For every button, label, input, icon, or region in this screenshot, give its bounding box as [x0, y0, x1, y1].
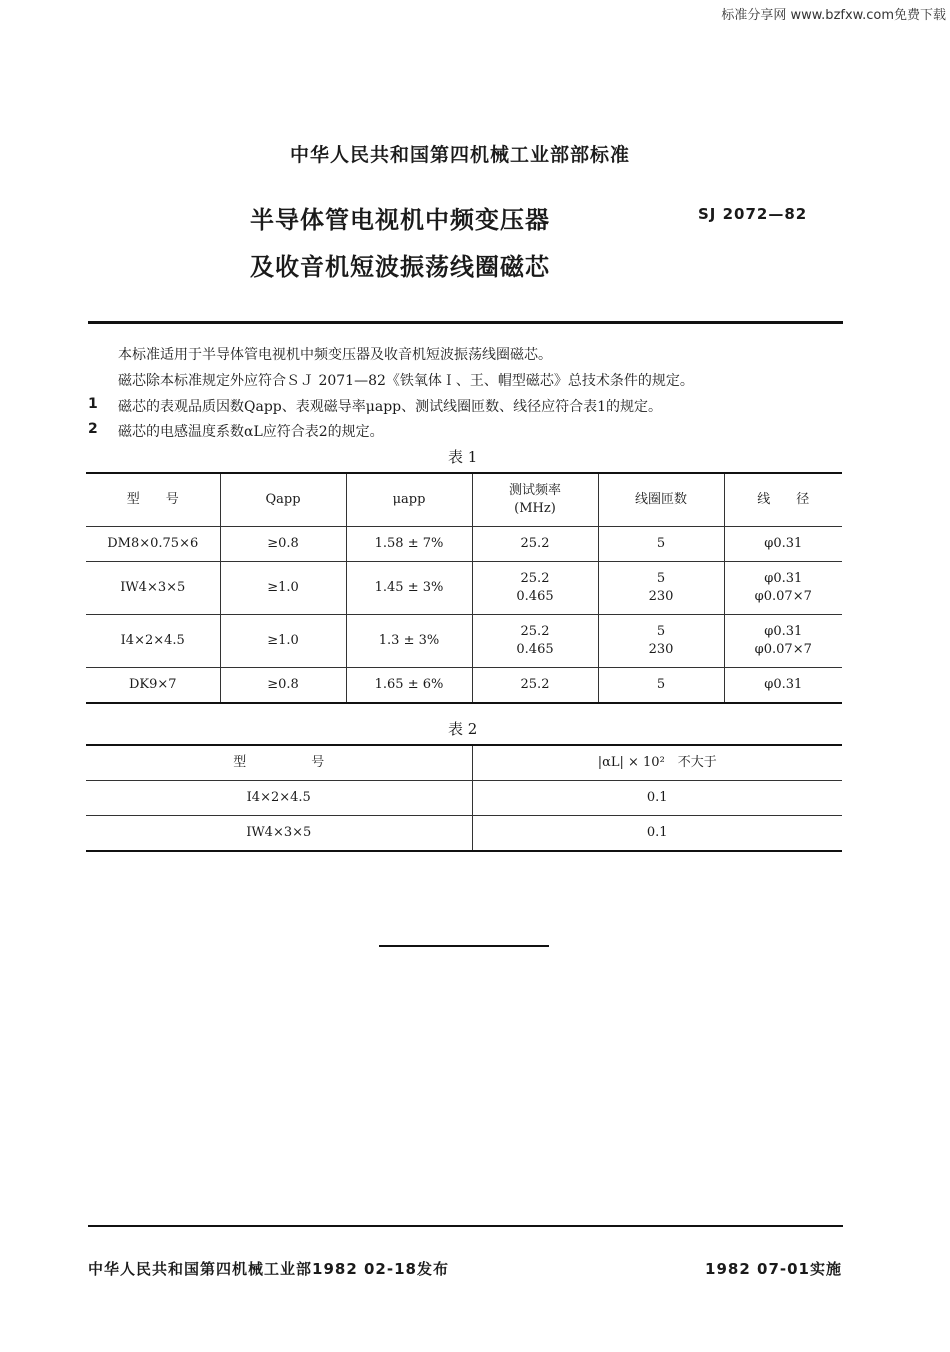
table-2-caption: 表 2 [448, 720, 478, 738]
cell-frequency [472, 615, 598, 668]
cell-turns-1: 5 [656, 571, 666, 586]
cell-model: IW4×3×5 [86, 816, 472, 852]
header-alpha-l: |αL| × 10² 不大于 [472, 745, 842, 781]
bottom-rule [88, 1225, 843, 1227]
cell-q: ≥1.0 [220, 615, 346, 668]
cell-mu: 1.65 ± 6% [346, 668, 472, 704]
table-row [86, 668, 842, 704]
header-coil-turns: 线圈匝数 [598, 473, 724, 527]
cell-frequency [472, 562, 598, 615]
cell-model: DM8×0.75×6 [86, 527, 220, 562]
cell-wire-2: φ0.07×7 [754, 642, 812, 657]
header-model: 型 号 [86, 473, 220, 527]
cell-model: I4×2×4.5 [86, 781, 472, 816]
effective-date: 1982 07-01实施 [705, 1260, 842, 1278]
table-1-header-row [86, 473, 842, 527]
header-test-frequency [472, 473, 598, 527]
cell-frequency-2: 0.465 [516, 589, 554, 604]
table-row [86, 781, 842, 816]
cell-wire: φ0.31 [724, 668, 842, 704]
cell-model: I4×2×4.5 [86, 615, 220, 668]
clause-1-text: 磁芯的表观品质因数Qapp、表观磁导率μapp、测试线圈匝数、线径应符合表1的规定。 [118, 399, 663, 415]
cell-turns: 5 [598, 668, 724, 704]
title-line-1: 半导体管电视机中频变压器 [250, 206, 550, 234]
table-row [86, 816, 842, 852]
cell-wire-1: φ0.31 [764, 624, 803, 639]
standard-code: SJ 2072—82 [698, 205, 808, 223]
cell-q: ≥1.0 [220, 562, 346, 615]
clause-2-number: 2 [88, 421, 98, 437]
cell-wire-1: φ0.31 [764, 571, 803, 586]
cell-value: 0.1 [472, 781, 842, 816]
cell-turns-2: 230 [648, 589, 674, 604]
cell-mu: 1.58 ± 7% [346, 527, 472, 562]
cell-wire: φ0.31 [724, 527, 842, 562]
table-row [86, 615, 842, 668]
cell-frequency: 25.2 [472, 527, 598, 562]
cell-mu: 1.3 ± 3% [346, 615, 472, 668]
table-row [86, 527, 842, 562]
intro-paragraph-2: 磁芯除本标准规定外应符合ＳＪ 2071—82《铁氧体Ｉ、王、帽型磁芯》总技术条件的规定。 [118, 373, 694, 389]
cell-frequency: 25.2 [472, 668, 598, 704]
table-2 [86, 744, 842, 852]
cell-model: DK9×7 [86, 668, 220, 704]
cell-wire [724, 562, 842, 615]
table-2-header-row [86, 745, 842, 781]
header-test-frequency-label: 测试频率 [508, 483, 561, 498]
end-rule [379, 945, 549, 947]
cell-q: ≥0.8 [220, 668, 346, 704]
cell-frequency-1: 25.2 [520, 624, 550, 639]
issue-date: 中华人民共和国第四机械工业部1982 02-18发布 [88, 1260, 449, 1278]
watermark-text: 标准分享网 www.bzfxw.com免费下载 [721, 8, 946, 23]
clause-1-number: 1 [88, 396, 98, 412]
top-rule [88, 321, 843, 324]
cell-frequency-1: 25.2 [520, 571, 550, 586]
cell-wire [724, 615, 842, 668]
ministry-heading: 中华人民共和国第四机械工业部部标准 [289, 144, 630, 166]
cell-turns-2: 230 [648, 642, 674, 657]
intro-paragraph-1: 本标准适用于半导体管电视机中频变压器及收音机短波振荡线圈磁芯。 [118, 347, 552, 363]
table-1-caption: 表 1 [448, 448, 478, 466]
cell-turns [598, 562, 724, 615]
cell-turns: 5 [598, 527, 724, 562]
cell-wire-2: φ0.07×7 [754, 589, 812, 604]
cell-turns-1: 5 [656, 624, 666, 639]
header-mu-app: μapp [346, 473, 472, 527]
cell-turns [598, 615, 724, 668]
clause-2-text: 磁芯的电感温度系数αL应符合表2的规定。 [118, 424, 384, 440]
title-line-2: 及收音机短波振荡线圈磁芯 [250, 253, 550, 281]
table-1 [86, 472, 842, 704]
header-q-app: Qapp [220, 473, 346, 527]
header-wire-diameter: 线 径 [724, 473, 842, 527]
cell-frequency-2: 0.465 [516, 642, 554, 657]
header-model: 型 号 [86, 745, 472, 781]
cell-mu: 1.45 ± 3% [346, 562, 472, 615]
cell-value: 0.1 [472, 816, 842, 852]
header-test-frequency-unit: (MHz) [514, 501, 556, 516]
cell-model: IW4×3×5 [86, 562, 220, 615]
cell-q: ≥0.8 [220, 527, 346, 562]
table-row [86, 562, 842, 615]
